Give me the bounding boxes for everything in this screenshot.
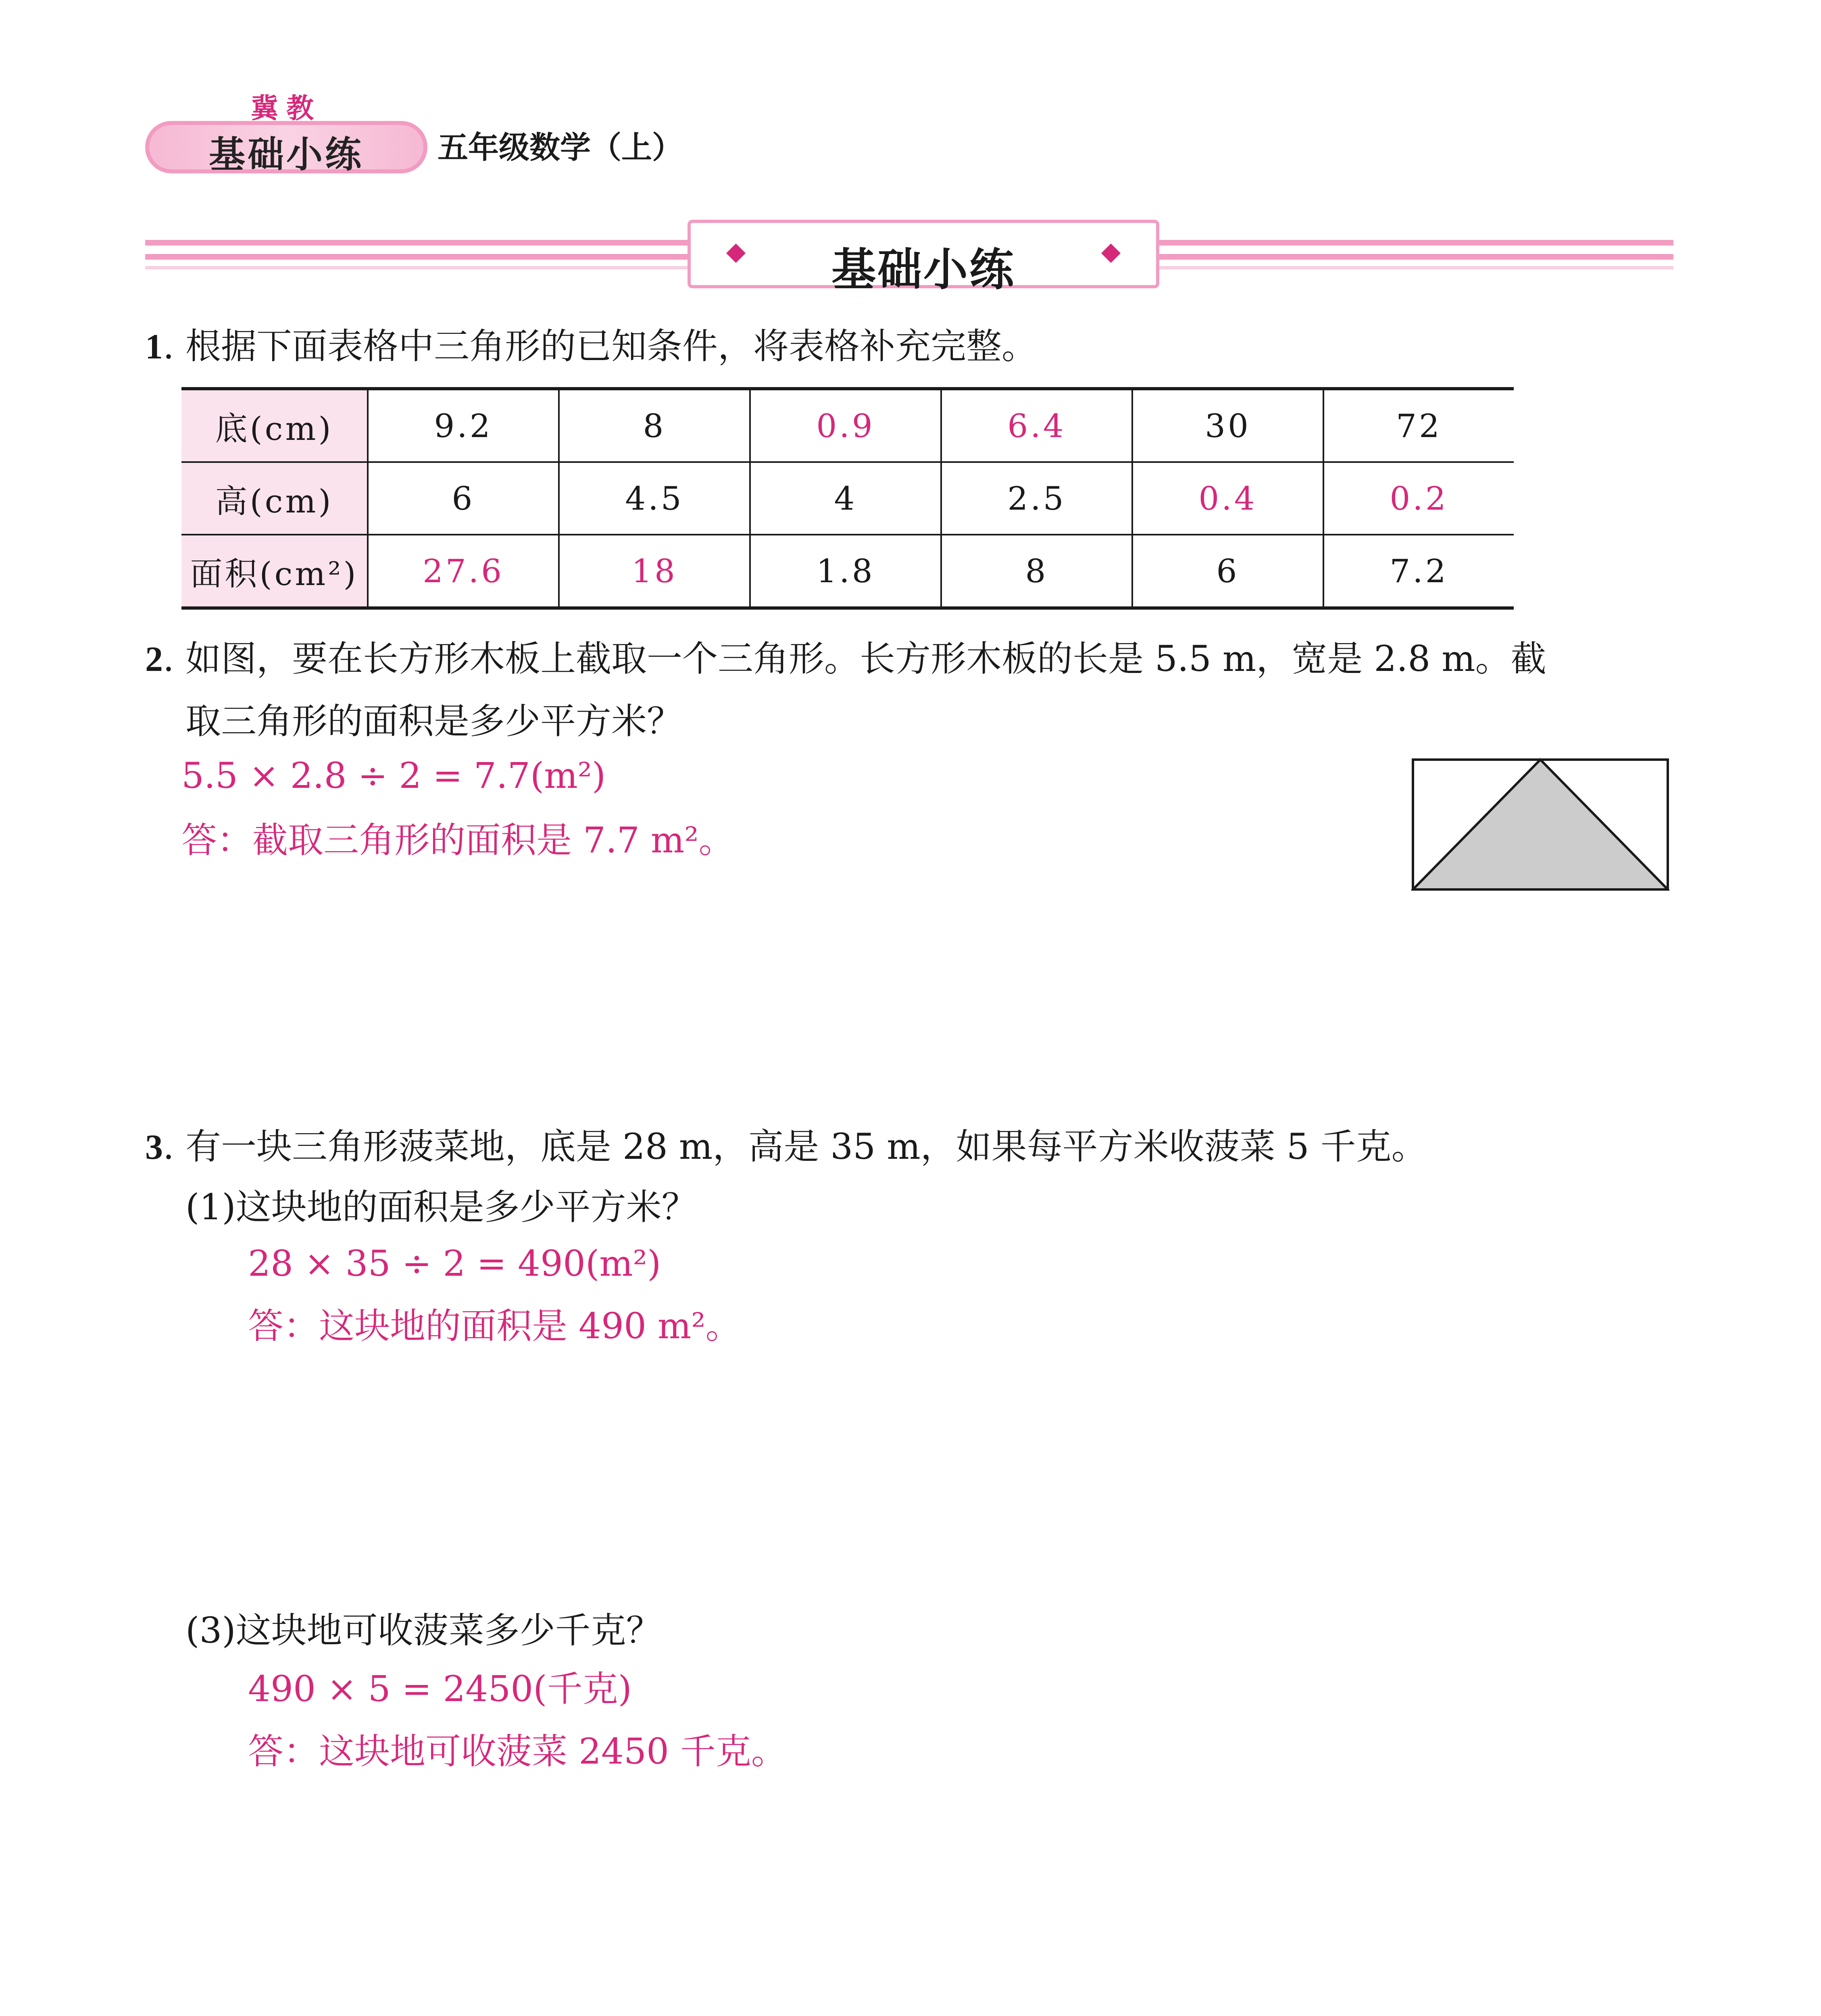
table-cell: 6 [368, 462, 559, 535]
answer-cell: 0.2 [1323, 462, 1514, 535]
section-title: 基础小练 [831, 244, 1015, 296]
sub-question-1: (1)这块地的面积是多少平方米？ [185, 1186, 697, 1228]
table-cell: 4 [750, 462, 941, 535]
question-text: . 如图，要在长方形木板上截取一个三角形。长方形木板的长是 5.5 m，宽是 2.8 m。截 [163, 638, 1546, 679]
question-text: . 有一块三角形菠菜地，底是 28 m，高是 35 m，如果每平方米收菠菜 5 千克。 [163, 1126, 1427, 1167]
answer-cell: 18 [559, 535, 750, 608]
question-3 [145, 1126, 1427, 1167]
calculation: 5.5 × 2.8 ÷ 2 = 7.7(m²) [181, 755, 606, 796]
row-header: 高(cm) [181, 462, 368, 535]
series-badge [145, 93, 427, 176]
table-cell: 7.2 [1323, 535, 1514, 608]
section-banner [688, 220, 1159, 296]
table-row [181, 462, 1514, 535]
rectangle-triangle-figure [1411, 758, 1669, 891]
sub-question-3: (3)这块地可收菠菜多少千克？ [185, 1610, 662, 1651]
table-cell: 9.2 [368, 389, 559, 462]
answer: 答：这块地可收菠菜 2450 千克。 [248, 1731, 787, 1772]
answer-cell: 27.6 [368, 535, 559, 608]
question-1 [145, 325, 1037, 367]
answer-cell: 0.9 [750, 389, 941, 462]
question-2-line2: 取三角形的面积是多少平方米？ [185, 700, 683, 742]
question-2 [145, 638, 1546, 679]
table-row [181, 535, 1514, 608]
grade-label: 五年级数学（上） [438, 129, 683, 165]
table-cell: 72 [1323, 389, 1514, 462]
answer-cell: 0.4 [1132, 462, 1323, 535]
question-number: 3 [145, 1128, 163, 1167]
answer: 答：截取三角形的面积是 7.7 m²。 [181, 819, 734, 861]
triangle-table [181, 387, 1514, 610]
calculation: 28 × 35 ÷ 2 = 490(m²) [248, 1243, 661, 1284]
row-header: 底(cm) [181, 389, 368, 462]
table-row [181, 389, 1514, 462]
answer: 答：这块地的面积是 490 m²。 [248, 1305, 741, 1347]
question-number: 2 [145, 640, 163, 679]
question-text: . 根据下面表格中三角形的已知条件，将表格补充完整。 [163, 325, 1037, 367]
question-number: 1 [145, 327, 163, 367]
table-cell: 2.5 [941, 462, 1132, 535]
row-header: 面积(cm²) [181, 535, 368, 608]
edition-label: 冀教 [250, 93, 322, 125]
series-label: 基础小练 [209, 133, 364, 176]
table-cell: 1.8 [750, 535, 941, 608]
table-cell: 8 [941, 535, 1132, 608]
table-cell: 6 [1132, 535, 1323, 608]
table-cell: 4.5 [559, 462, 750, 535]
calculation: 490 × 5 = 2450(千克) [248, 1668, 632, 1710]
table-cell: 30 [1132, 389, 1323, 462]
table-cell: 8 [559, 389, 750, 462]
answer-cell: 6.4 [941, 389, 1132, 462]
